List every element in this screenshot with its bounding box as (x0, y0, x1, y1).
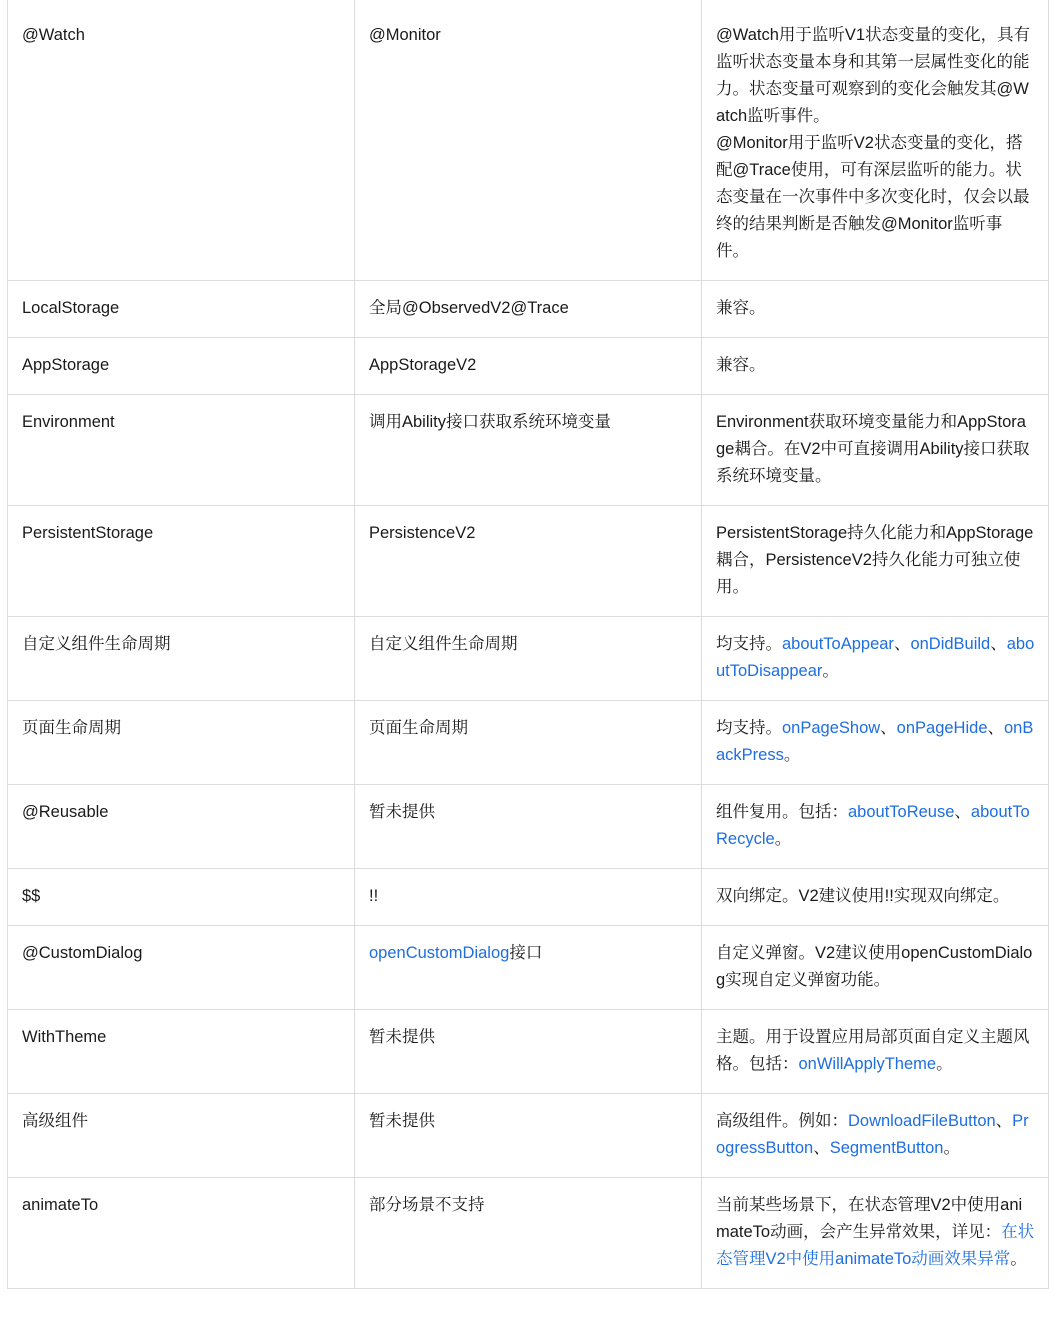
table-row (8, 395, 1049, 506)
cell-text: 接口 (509, 944, 543, 962)
doc-link[interactable]: 在状态管理V2中使用animateTo动画效果异常 (716, 1223, 1035, 1268)
cell-text: PersistenceV2 (369, 524, 476, 542)
cell-text: WithTheme (22, 1028, 107, 1046)
v1-capability-cell (8, 785, 355, 869)
table-row (8, 785, 1049, 869)
cell-text: 。 (943, 1139, 960, 1157)
v2-capability-cell (355, 785, 702, 869)
cell-text: AppStorageV2 (369, 356, 477, 374)
cell-text: 、 (987, 719, 1004, 737)
v2-capability-cell (355, 1010, 702, 1094)
v2-capability-cell (355, 281, 702, 338)
doc-link[interactable]: onWillApplyTheme (798, 1055, 937, 1073)
cell-text: 暂未提供 (369, 1028, 435, 1046)
cell-text: LocalStorage (22, 299, 120, 317)
cell-text: 兼容。 (716, 299, 766, 317)
notes-cell (702, 395, 1049, 506)
v2-capability-cell (355, 338, 702, 395)
notes-cell (702, 701, 1049, 785)
notes-cell (702, 785, 1049, 869)
v2-capability-cell (355, 395, 702, 506)
cell-text: !! (369, 887, 379, 905)
table-row (8, 869, 1049, 926)
cell-text: 、 (954, 803, 971, 821)
table-row (8, 281, 1049, 338)
cell-text: 双向绑定。V2建议使用!!实现双向绑定。 (716, 887, 1010, 905)
v1-capability-cell (8, 701, 355, 785)
cell-text: 自定义组件生命周期 (369, 635, 518, 653)
cell-text: 。 (783, 746, 801, 764)
v1-capability-cell (8, 1010, 355, 1094)
cell-text: animateTo (22, 1196, 99, 1214)
cell-text: 高级组件。例如： (716, 1112, 848, 1130)
table-row (8, 0, 1049, 281)
table-row (8, 617, 1049, 701)
notes-cell (702, 506, 1049, 617)
notes-cell (702, 338, 1049, 395)
table-body (8, 0, 1049, 1289)
cell-text: 全局@ObservedV2@Trace (369, 299, 569, 317)
notes-cell (702, 1010, 1049, 1094)
v1-capability-cell (8, 506, 355, 617)
v2-capability-cell (355, 701, 702, 785)
comparison-table-container (7, 0, 1048, 1289)
cell-text: 自定义弹窗。V2建议使用openCustomDialog实现自定义弹窗功能。 (716, 944, 1033, 989)
notes-cell (702, 869, 1049, 926)
cell-text: 调用Ability接口获取系统环境变量 (369, 413, 612, 431)
doc-link[interactable]: onPageShow (782, 719, 881, 737)
cell-text: PersistentStorage (22, 524, 154, 542)
v1-capability-cell (8, 395, 355, 506)
cell-text: @Monitor (369, 26, 441, 44)
cell-text: 页面生命周期 (369, 719, 468, 737)
v1-capability-cell (8, 869, 355, 926)
cell-text: 、 (995, 1112, 1013, 1130)
doc-link[interactable]: onDidBuild (910, 635, 991, 653)
doc-link[interactable]: DownloadFileButton (848, 1112, 996, 1130)
v2-capability-cell (355, 617, 702, 701)
cell-text: @Watch用于监听V1状态变量的变化，具有监听状态变量本身和其第一层属性变化的能力。状态变量可观察到的变化会触发其@Watch监听事件。 (716, 26, 1031, 125)
cell-text: @Watch (22, 26, 85, 44)
notes-cell (702, 926, 1049, 1010)
cell-text: 暂未提供 (369, 803, 435, 821)
cell-text: 兼容。 (716, 356, 766, 374)
doc-link[interactable]: aboutToAppear (782, 635, 894, 653)
v2-capability-cell (355, 506, 702, 617)
cell-text: 。 (774, 830, 792, 848)
cell-text: 、 (893, 635, 911, 653)
cell-text: 主题。用于设置应用局部页面自定义主题风格。包括： (716, 1028, 1030, 1073)
notes-cell (702, 1178, 1049, 1289)
v1-capability-cell (8, 617, 355, 701)
cell-text: 自定义组件生命周期 (22, 635, 171, 653)
notes-cell (702, 0, 1049, 281)
cell-text: 、 (990, 635, 1007, 653)
table-row (8, 1178, 1049, 1289)
v2-capability-cell (355, 926, 702, 1010)
cell-text: 均支持。 (716, 635, 782, 653)
cell-text: Environment获取环境变量能力和AppStorage耦合。在V2中可直接调用Ability接口获取系统环境变量。 (716, 413, 1030, 485)
doc-link[interactable]: aboutToDisappear (716, 635, 1035, 680)
table-row (8, 926, 1049, 1010)
cell-text: 、 (880, 719, 897, 737)
v2-capability-cell (355, 0, 702, 281)
cell-text: AppStorage (22, 356, 110, 374)
v2-capability-cell (355, 869, 702, 926)
table-row (8, 1010, 1049, 1094)
cell-text: 组件复用。包括： (716, 803, 848, 821)
cell-text: @CustomDialog (22, 944, 143, 962)
notes-cell (702, 281, 1049, 338)
v1-capability-cell (8, 1178, 355, 1289)
table-row (8, 506, 1049, 617)
notes-cell (702, 617, 1049, 701)
doc-link[interactable]: openCustomDialog (369, 944, 510, 962)
cell-text: 部分场景不支持 (369, 1196, 485, 1214)
v1-v2-comparison-table (7, 0, 1049, 1289)
cell-text: 均支持。 (716, 719, 782, 737)
cell-text: 。 (1010, 1250, 1027, 1268)
v1-capability-cell (8, 0, 355, 281)
v1-capability-cell (8, 281, 355, 338)
notes-cell (702, 1094, 1049, 1178)
v2-capability-cell (355, 1094, 702, 1178)
cell-text: 、 (813, 1139, 830, 1157)
cell-text: 。 (936, 1055, 953, 1073)
doc-link[interactable]: onBackPress (716, 719, 1034, 764)
cell-text: @Reusable (22, 803, 109, 821)
doc-link[interactable]: aboutToReuse (848, 803, 955, 821)
cell-text: Environment (22, 413, 115, 431)
v1-capability-cell (8, 926, 355, 1010)
v1-capability-cell (8, 1094, 355, 1178)
cell-text: 高级组件 (22, 1112, 88, 1130)
table-row (8, 701, 1049, 785)
v1-capability-cell (8, 338, 355, 395)
doc-link[interactable]: onPageHide (896, 719, 988, 737)
cell-text: 当前某些场景下，在状态管理V2中使用animateTo动画，会产生异常效果，详见： (716, 1196, 1023, 1241)
v2-capability-cell (355, 1178, 702, 1289)
cell-text: PersistentStorage持久化能力和AppStorage耦合，PersistenceV2持久化能力可独立使用。 (716, 524, 1034, 596)
cell-text: 暂未提供 (369, 1112, 435, 1130)
cell-text: @Monitor用于监听V2状态变量的变化，搭配@Trace使用，可有深层监听的能力。状态变量在一次事件中多次变化时，仅会以最终的结果判断是否触发@Monitor监听事件。 (716, 134, 1030, 260)
doc-link[interactable]: aboutToRecycle (716, 803, 1030, 848)
cell-text: 。 (822, 662, 839, 680)
doc-link[interactable]: ProgressButton (716, 1112, 1029, 1157)
cell-text: $$ (22, 887, 41, 905)
table-row (8, 1094, 1049, 1178)
cell-text: 页面生命周期 (22, 719, 121, 737)
doc-link[interactable]: SegmentButton (829, 1139, 944, 1157)
table-row (8, 338, 1049, 395)
